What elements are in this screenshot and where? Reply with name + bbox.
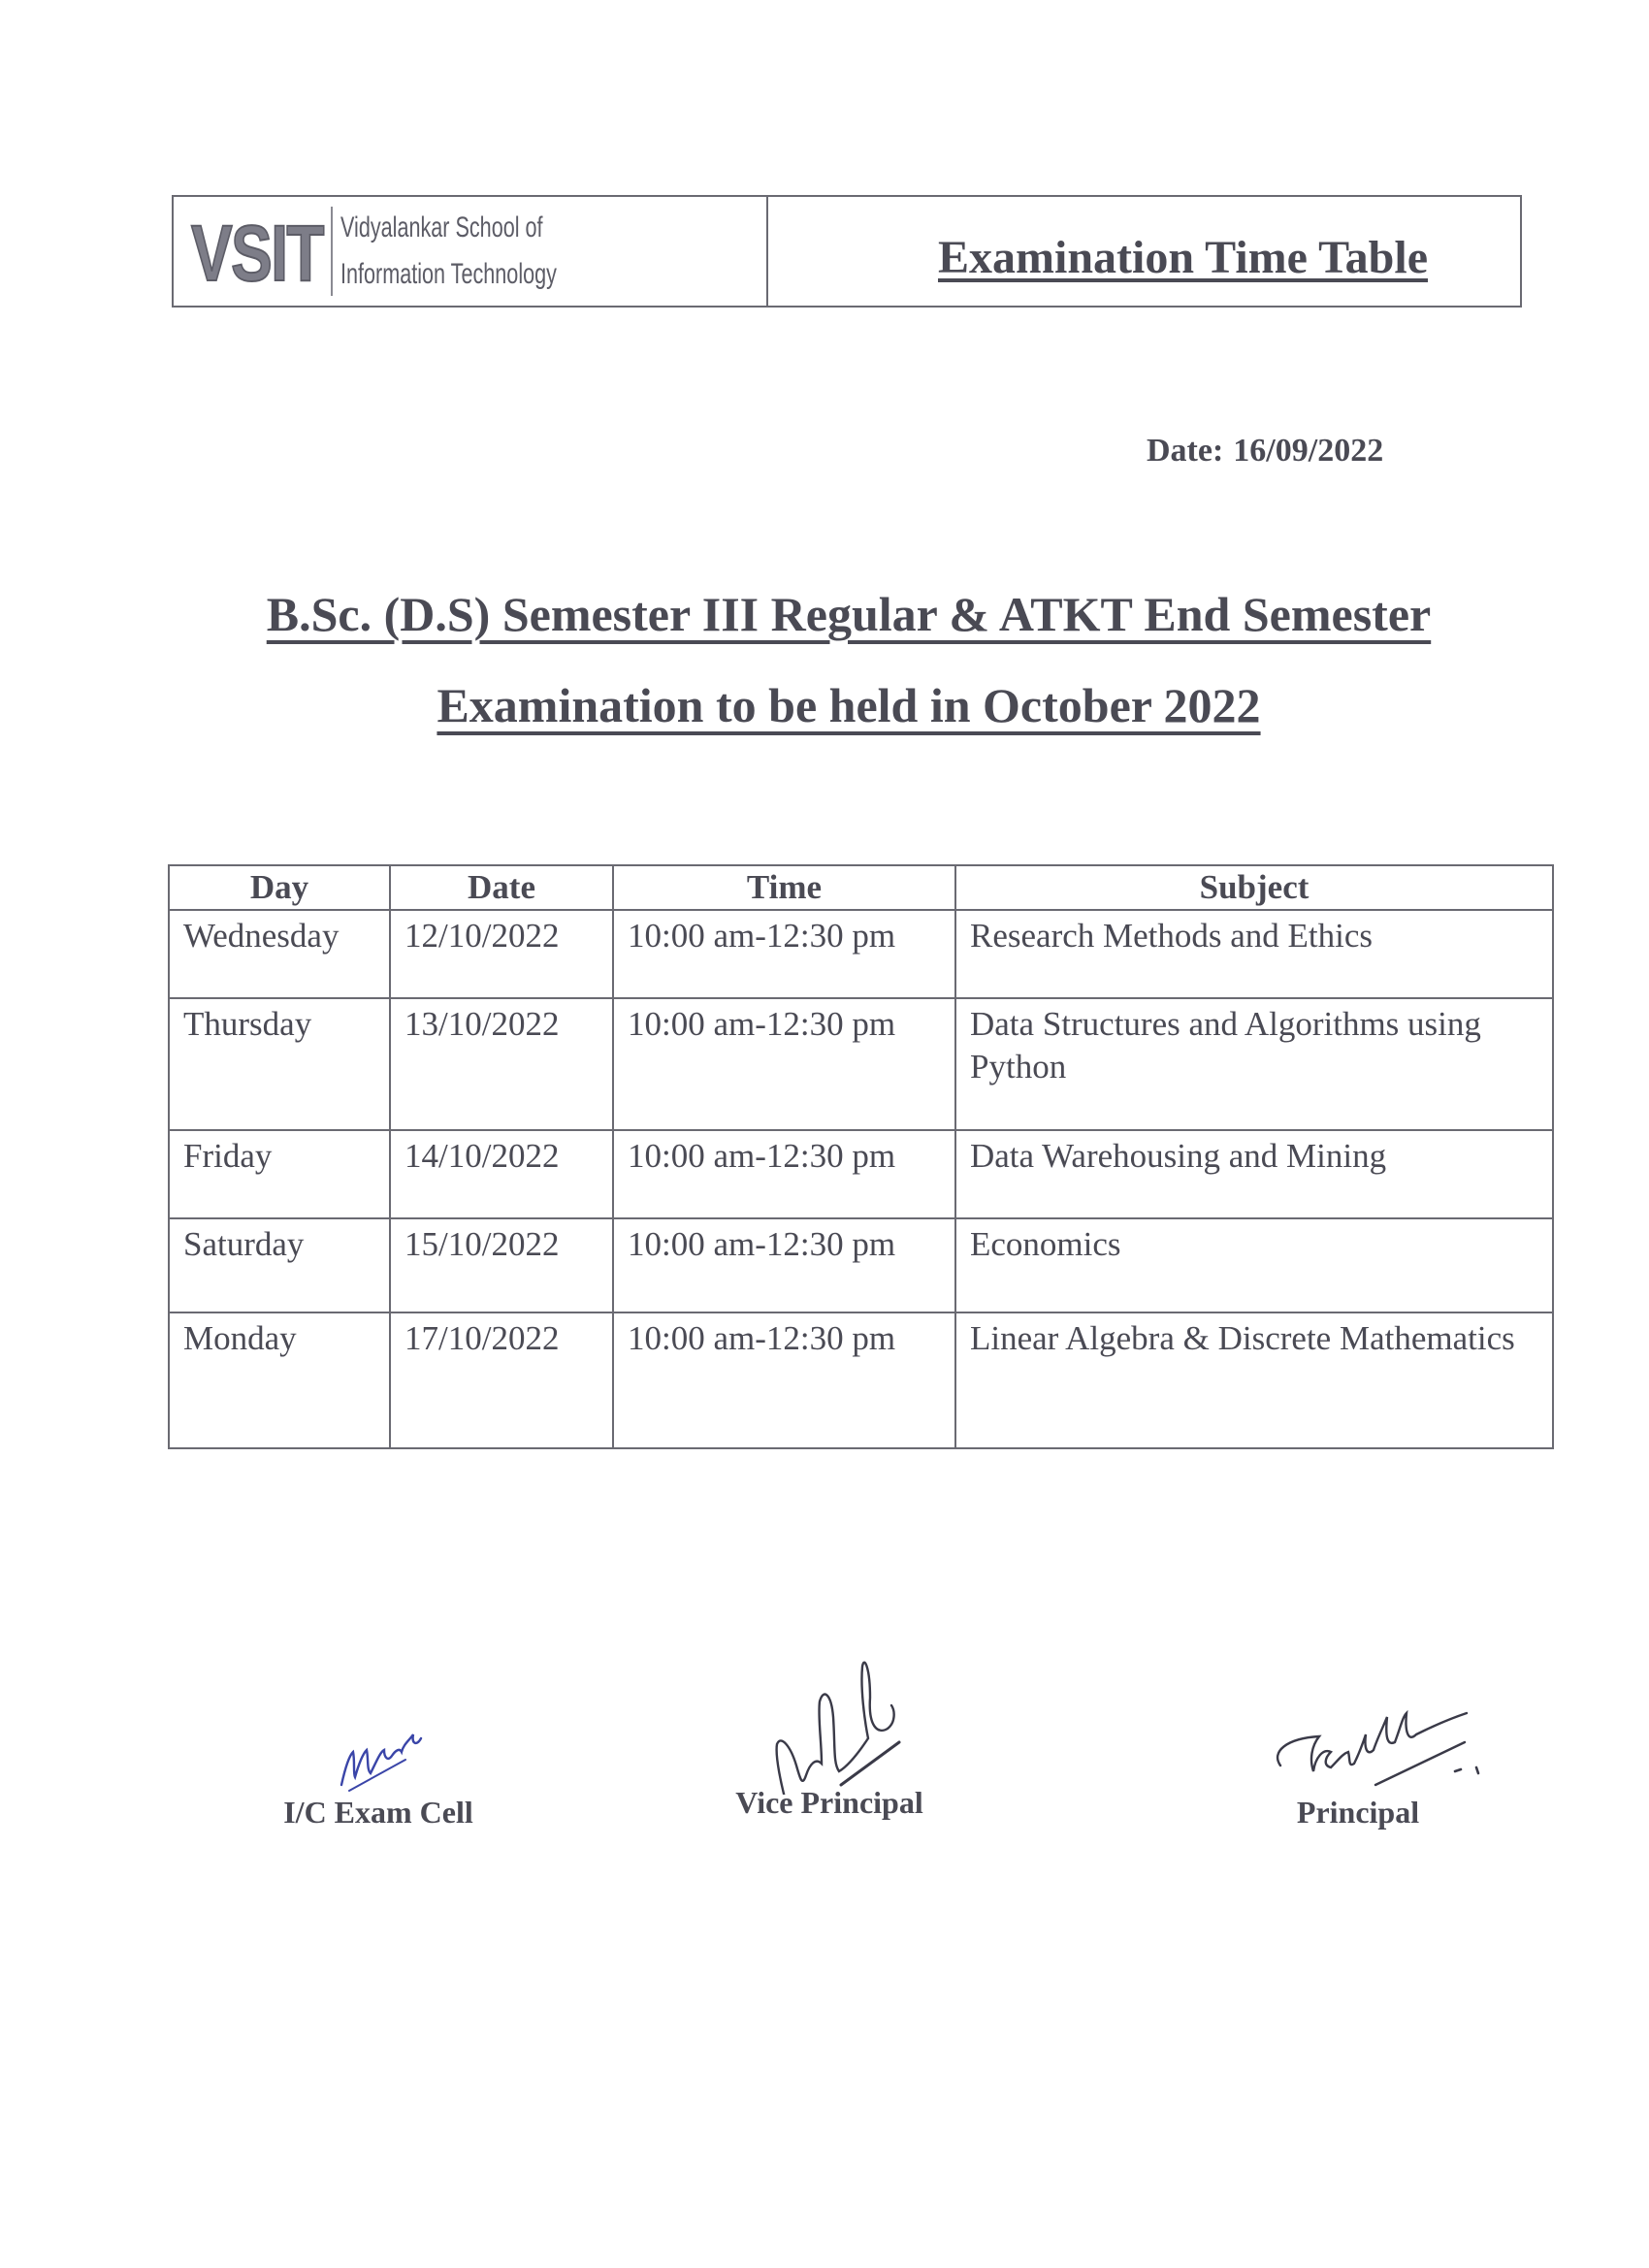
logo-divider: [331, 207, 333, 296]
cell-date: 17/10/2022: [390, 1312, 613, 1448]
cell-time: 10:00 am-12:30 pm: [613, 1218, 955, 1312]
logo-abbreviation: VSIT: [191, 210, 323, 298]
signature-label-vice-principal: Vice Principal: [735, 1785, 923, 1820]
signature-exam-cell: [262, 1717, 495, 1831]
column-header-time: Time: [613, 865, 955, 910]
column-header-subject: Subject: [955, 865, 1553, 910]
handwritten-signature-exam-cell: [320, 1717, 436, 1795]
cell-day: Friday: [169, 1130, 390, 1218]
table-row: [169, 1312, 1553, 1448]
logo-line-1: Vidyalankar School of: [340, 211, 543, 243]
column-header-date: Date: [390, 865, 613, 910]
cell-day: Monday: [169, 1312, 390, 1448]
exam-timetable: [168, 864, 1554, 1449]
header-box: [172, 195, 1522, 308]
handwritten-signature-vice-principal: [732, 1649, 926, 1795]
logo-institute-name: [340, 205, 557, 298]
table-row: [169, 1130, 1553, 1218]
cell-date: 13/10/2022: [390, 998, 613, 1130]
signature-label-exam-cell: I/C Exam Cell: [283, 1795, 473, 1830]
signature-vice-principal: [713, 1649, 946, 1821]
column-header-day: Day: [169, 865, 390, 910]
exam-heading-line-2: Examination to be held in October 2022: [436, 678, 1261, 732]
cell-day: Saturday: [169, 1218, 390, 1312]
cell-subject: Linear Algebra & Discrete Mathematics: [955, 1312, 1553, 1448]
table-row: [169, 998, 1553, 1130]
cell-time: 10:00 am-12:30 pm: [613, 910, 955, 998]
handwritten-signature-principal: [1261, 1688, 1494, 1795]
table-row: [169, 1218, 1553, 1312]
cell-time: 10:00 am-12:30 pm: [613, 998, 955, 1130]
cell-date: 15/10/2022: [390, 1218, 613, 1312]
cell-subject: Economics: [955, 1218, 1553, 1312]
cell-date: 12/10/2022: [390, 910, 613, 998]
issue-date-label: Date:: [1147, 433, 1224, 469]
exam-heading-line-1: B.Sc. (D.S) Semester III Regular & ATKT End Semester: [266, 587, 1432, 641]
document-title: Examination Time Table: [937, 231, 1429, 283]
table-row: [169, 910, 1553, 998]
cell-time: 10:00 am-12:30 pm: [613, 1312, 955, 1448]
header-title-cell: [768, 197, 1520, 306]
cell-subject: Data Structures and Algorithms using Python: [955, 998, 1553, 1130]
cell-day: Thursday: [169, 998, 390, 1130]
cell-day: Wednesday: [169, 910, 390, 998]
signature-label-principal: Principal: [1296, 1795, 1420, 1830]
cell-time: 10:00 am-12:30 pm: [613, 1130, 955, 1218]
table-header-row: [169, 865, 1553, 910]
cell-date: 14/10/2022: [390, 1130, 613, 1218]
issue-date: [1147, 433, 1383, 470]
issue-date-value: 16/09/2022: [1233, 433, 1384, 469]
logo-line-2: Information Technology: [340, 258, 558, 290]
cell-subject: Research Methods and Ethics: [955, 910, 1553, 998]
institute-logo: [174, 197, 768, 306]
exam-heading: [146, 568, 1552, 751]
cell-subject: Data Warehousing and Mining: [955, 1130, 1553, 1218]
signature-principal: [1261, 1688, 1455, 1831]
